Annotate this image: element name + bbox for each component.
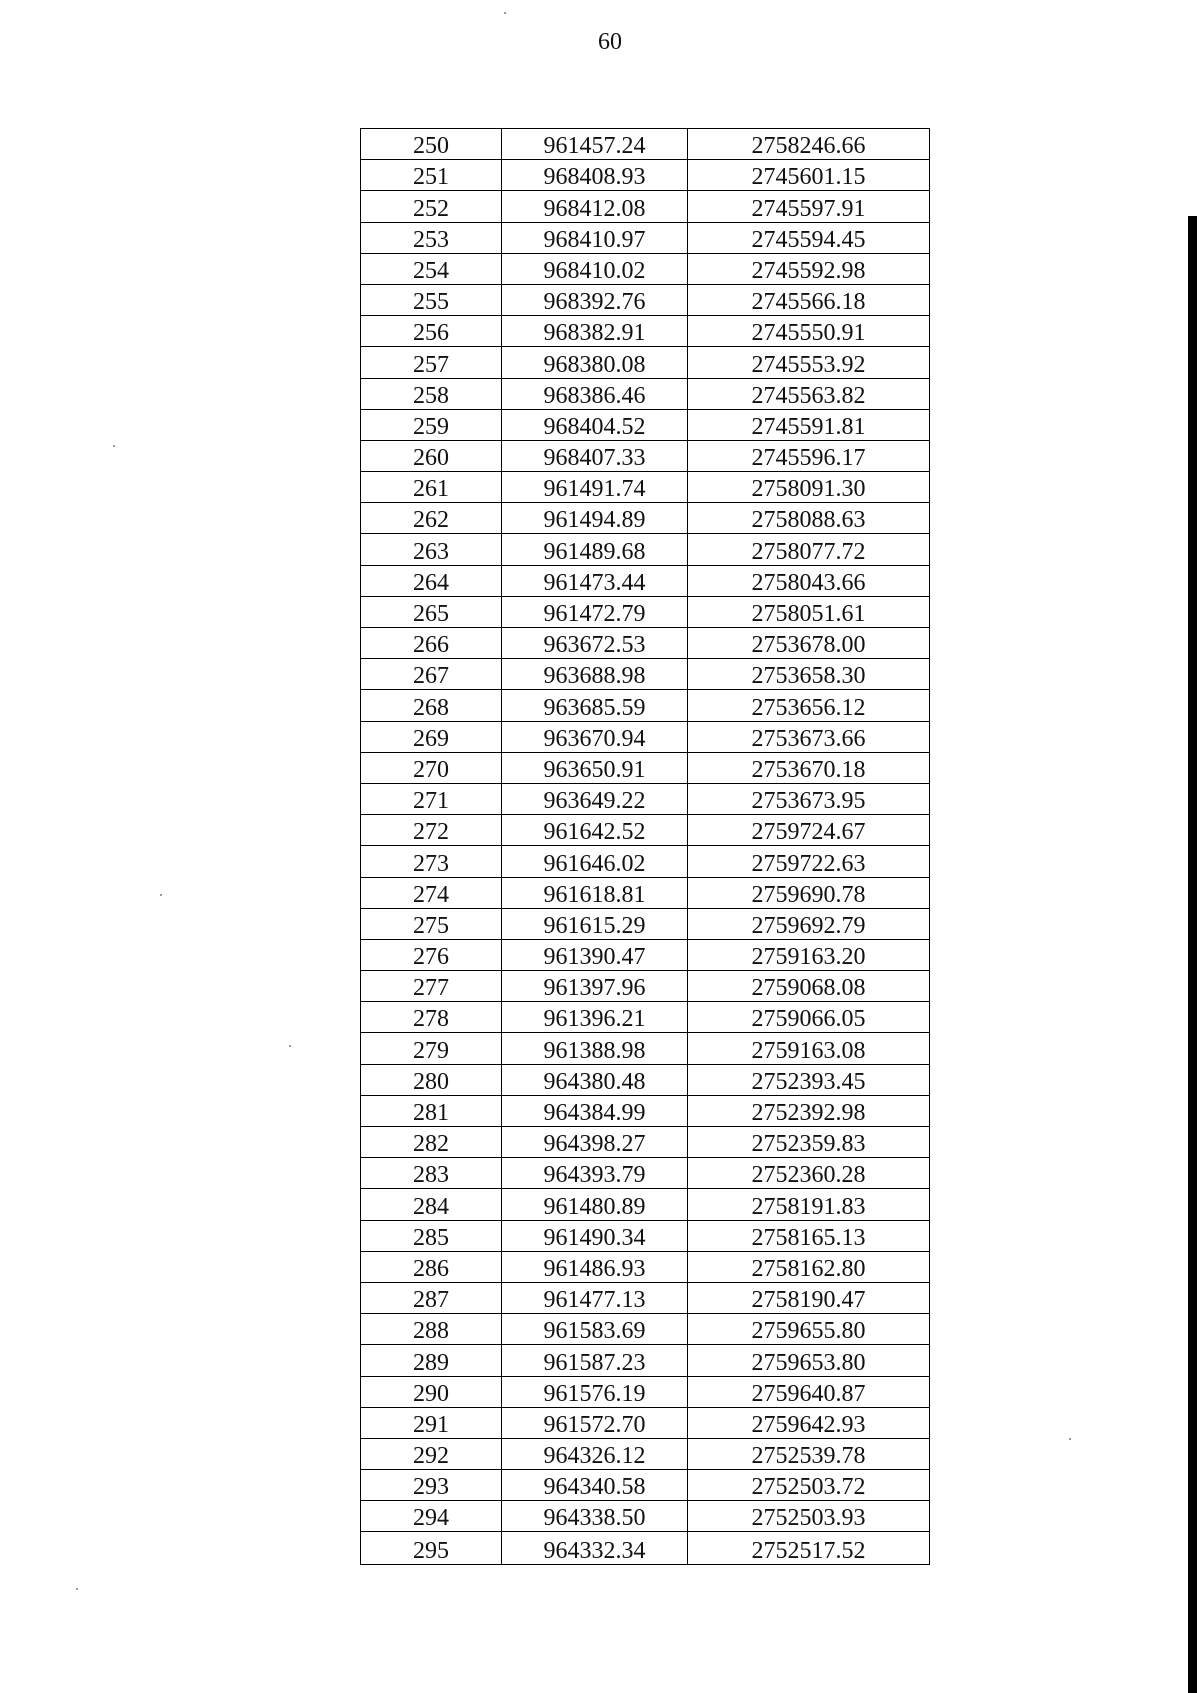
- scan-edge-bar: [1188, 216, 1197, 1693]
- x-coordinate-cell: 961618.81: [502, 878, 688, 908]
- row-number-cell: 286: [361, 1252, 502, 1282]
- table-row: [361, 1096, 929, 1127]
- x-coordinate-cell: 961646.02: [502, 846, 688, 876]
- row-number-cell: 271: [361, 784, 502, 814]
- row-number-cell: 268: [361, 690, 502, 720]
- table-row: [361, 1002, 929, 1033]
- y-coordinate-cell: 2759163.20: [751, 944, 866, 971]
- x-coordinate-cell: 964340.58: [502, 1470, 688, 1500]
- y-coordinate-cell: 2745592.98: [751, 257, 866, 284]
- x-coordinate-cell: 961388.98: [502, 1033, 688, 1063]
- row-number-cell: 280: [361, 1065, 502, 1095]
- row-number-cell: 288: [361, 1314, 502, 1344]
- y-coordinate-cell: 2752517.52: [751, 1537, 866, 1564]
- y-coordinate-cell: 2758165.13: [751, 1224, 866, 1251]
- scan-speck: [160, 894, 162, 896]
- table-row: [361, 1345, 929, 1376]
- x-coordinate-cell: 963670.94: [502, 722, 688, 752]
- row-number-cell: 284: [361, 1189, 502, 1219]
- y-coordinate-cell: 2759692.79: [751, 912, 866, 939]
- x-coordinate-cell: 961457.24: [502, 129, 688, 159]
- table-row: [361, 1439, 929, 1470]
- row-number-cell: 253: [361, 223, 502, 253]
- row-number-cell: 269: [361, 722, 502, 752]
- x-coordinate-cell: 968386.46: [502, 379, 688, 409]
- x-coordinate-cell: 961615.29: [502, 909, 688, 939]
- row-number-cell: 283: [361, 1158, 502, 1188]
- x-coordinate-cell: 961587.23: [502, 1345, 688, 1375]
- row-number-cell: 281: [361, 1096, 502, 1126]
- row-number-cell: 259: [361, 410, 502, 440]
- row-number-cell: 282: [361, 1127, 502, 1157]
- x-coordinate-cell: 961489.68: [502, 534, 688, 564]
- row-number-cell: 292: [361, 1439, 502, 1469]
- y-coordinate-cell: 2758162.80: [751, 1255, 866, 1282]
- x-coordinate-cell: 968412.08: [502, 191, 688, 221]
- row-number-cell: 254: [361, 254, 502, 284]
- row-number-cell: 267: [361, 659, 502, 689]
- y-coordinate-cell: 2759724.67: [751, 819, 866, 846]
- row-number-cell: 262: [361, 503, 502, 533]
- y-coordinate-cell: 2759690.78: [751, 881, 866, 908]
- row-number-cell: 287: [361, 1283, 502, 1313]
- x-coordinate-cell: 964393.79: [502, 1158, 688, 1188]
- row-number-cell: 255: [361, 285, 502, 315]
- table-row: [361, 160, 929, 191]
- y-coordinate-cell: 2753673.66: [751, 725, 866, 752]
- y-coordinate-cell: 2753673.95: [751, 788, 866, 815]
- y-coordinate-cell: 2745596.17: [751, 445, 866, 472]
- table-row: [361, 1189, 929, 1220]
- y-coordinate-cell: 2753678.00: [751, 632, 866, 659]
- table-row: [361, 1314, 929, 1345]
- y-coordinate-cell: 2758088.63: [751, 507, 866, 534]
- row-number-cell: 250: [361, 129, 502, 159]
- scan-speck: [1069, 1438, 1071, 1440]
- table-row: [361, 846, 929, 877]
- y-coordinate-cell: 2752539.78: [751, 1443, 866, 1470]
- table-row: [361, 1065, 929, 1096]
- row-number-cell: 273: [361, 846, 502, 876]
- y-coordinate-cell: 2745566.18: [751, 289, 866, 316]
- y-coordinate-cell: 2758077.72: [751, 538, 866, 565]
- x-coordinate-cell: 961572.70: [502, 1408, 688, 1438]
- row-number-cell: 275: [361, 909, 502, 939]
- table-row: [361, 191, 929, 222]
- x-coordinate-cell: 963649.22: [502, 784, 688, 814]
- y-coordinate-cell: 2753658.30: [751, 663, 866, 690]
- table-row: [361, 1252, 929, 1283]
- row-number-cell: 256: [361, 316, 502, 346]
- table-row: [361, 534, 929, 565]
- page-number: 60: [598, 29, 622, 55]
- y-coordinate-cell: 2758051.61: [751, 601, 866, 627]
- table-row: [361, 940, 929, 971]
- y-coordinate-cell: 2752503.72: [751, 1474, 866, 1501]
- table-row: [361, 1408, 929, 1439]
- row-number-cell: 261: [361, 472, 502, 502]
- table-row: [361, 909, 929, 940]
- table-row: [361, 129, 929, 160]
- x-coordinate-cell: 961390.47: [502, 940, 688, 970]
- row-number-cell: 293: [361, 1470, 502, 1500]
- x-coordinate-cell: 961494.89: [502, 503, 688, 533]
- table-row: [361, 1033, 929, 1064]
- table-row: [361, 503, 929, 534]
- table-row: [361, 472, 929, 503]
- row-number-cell: 251: [361, 160, 502, 190]
- table-row: [361, 285, 929, 316]
- scan-speck: [113, 445, 115, 447]
- row-number-cell: 257: [361, 347, 502, 377]
- row-number-cell: 263: [361, 534, 502, 564]
- row-number-cell: 252: [361, 191, 502, 221]
- y-coordinate-cell: 2745597.91: [751, 195, 866, 222]
- x-coordinate-cell: 961642.52: [502, 815, 688, 845]
- x-coordinate-cell: 963688.98: [502, 659, 688, 689]
- y-coordinate-cell: 2759722.63: [751, 850, 866, 877]
- row-number-cell: 279: [361, 1033, 502, 1063]
- y-coordinate-cell: 2758191.83: [751, 1193, 866, 1220]
- row-number-cell: 260: [361, 441, 502, 471]
- y-coordinate-cell: 2753670.18: [751, 756, 866, 783]
- y-coordinate-cell: 2745601.15: [751, 164, 866, 191]
- x-coordinate-cell: 964398.27: [502, 1127, 688, 1157]
- row-number-cell: 276: [361, 940, 502, 970]
- x-coordinate-cell: 964338.50: [502, 1501, 688, 1531]
- table-row: [361, 379, 929, 410]
- x-coordinate-cell: 961480.89: [502, 1189, 688, 1219]
- x-coordinate-cell: 968404.52: [502, 410, 688, 440]
- x-coordinate-cell: 961490.34: [502, 1221, 688, 1251]
- x-coordinate-cell: 961396.21: [502, 1002, 688, 1032]
- row-number-cell: 290: [361, 1377, 502, 1407]
- row-number-cell: 277: [361, 971, 502, 1001]
- x-coordinate-cell: 964332.34: [502, 1532, 688, 1563]
- y-coordinate-cell: 2745594.45: [751, 226, 866, 253]
- y-coordinate-cell: 2753656.12: [751, 694, 866, 721]
- table-row: [361, 1158, 929, 1189]
- table-row: [361, 722, 929, 753]
- x-coordinate-cell: 963650.91: [502, 753, 688, 783]
- y-coordinate-cell: 2745553.92: [751, 351, 866, 378]
- y-coordinate-cell: 2745563.82: [751, 382, 866, 409]
- row-number-cell: 265: [361, 597, 502, 627]
- row-number-cell: 270: [361, 753, 502, 783]
- row-number-cell: 274: [361, 878, 502, 908]
- x-coordinate-cell: 961397.96: [502, 971, 688, 1001]
- x-coordinate-cell: 968392.76: [502, 285, 688, 315]
- y-coordinate-cell: 2758246.66: [751, 133, 866, 160]
- x-coordinate-cell: 963672.53: [502, 628, 688, 658]
- table-row: [361, 1127, 929, 1158]
- table-row: [361, 1470, 929, 1501]
- table-row: [361, 971, 929, 1002]
- table-row: [361, 223, 929, 254]
- x-coordinate-cell: 968408.93: [502, 160, 688, 190]
- table-row: [361, 254, 929, 285]
- table-row: [361, 878, 929, 909]
- table-row: [361, 1221, 929, 1252]
- table-row: [361, 316, 929, 347]
- row-number-cell: 285: [361, 1221, 502, 1251]
- x-coordinate-cell: 968407.33: [502, 441, 688, 471]
- x-coordinate-cell: 961491.74: [502, 472, 688, 502]
- y-coordinate-cell: 2752359.83: [751, 1131, 866, 1158]
- y-coordinate-cell: 2758091.30: [751, 476, 866, 503]
- x-coordinate-cell: 968410.97: [502, 223, 688, 253]
- table-row: [361, 410, 929, 441]
- y-coordinate-cell: 2759655.80: [751, 1318, 866, 1345]
- x-coordinate-cell: 961472.79: [502, 597, 688, 627]
- y-coordinate-cell: 2752360.28: [751, 1162, 866, 1189]
- y-coordinate-cell: 2745591.81: [751, 413, 866, 440]
- x-coordinate-cell: 961583.69: [502, 1314, 688, 1344]
- y-coordinate-cell: 2759163.08: [751, 1037, 866, 1064]
- table-row: [361, 815, 929, 846]
- table-row: [361, 1377, 929, 1408]
- table-row: [361, 597, 929, 628]
- y-coordinate-cell: 2759640.87: [751, 1380, 866, 1407]
- y-coordinate-cell: 2752392.98: [751, 1100, 866, 1126]
- row-number-cell: 272: [361, 815, 502, 845]
- x-coordinate-cell: 968380.08: [502, 347, 688, 377]
- row-number-cell: 264: [361, 566, 502, 596]
- row-number-cell: 291: [361, 1408, 502, 1438]
- y-coordinate-cell: 2758190.47: [751, 1287, 866, 1314]
- row-number-cell: 294: [361, 1501, 502, 1531]
- y-coordinate-cell: 2759653.80: [751, 1349, 866, 1376]
- x-coordinate-cell: 961473.44: [502, 566, 688, 596]
- x-coordinate-cell: 964384.99: [502, 1096, 688, 1126]
- x-coordinate-cell: 968382.91: [502, 316, 688, 346]
- table-row: [361, 753, 929, 784]
- scan-speck: [504, 12, 506, 14]
- y-coordinate-cell: 2752393.45: [751, 1068, 866, 1095]
- x-coordinate-cell: 961576.19: [502, 1377, 688, 1407]
- scan-speck: [289, 1045, 291, 1047]
- table-row: [361, 628, 929, 659]
- table-row: [361, 1501, 929, 1532]
- y-coordinate-cell: 2745550.91: [751, 320, 866, 347]
- table-row: [361, 347, 929, 378]
- y-coordinate-cell: 2759642.93: [751, 1411, 866, 1438]
- x-coordinate-cell: 968410.02: [502, 254, 688, 284]
- x-coordinate-cell: 961477.13: [502, 1283, 688, 1313]
- table-row: [361, 690, 929, 721]
- x-coordinate-cell: 964326.12: [502, 1439, 688, 1469]
- y-coordinate-cell: 2758043.66: [751, 569, 866, 596]
- scan-speck: [76, 1588, 78, 1590]
- y-coordinate-cell: 2759066.05: [751, 1006, 866, 1033]
- table-row: [361, 566, 929, 597]
- row-number-cell: 278: [361, 1002, 502, 1032]
- table-row: [361, 659, 929, 690]
- row-number-cell: 295: [361, 1532, 502, 1563]
- y-coordinate-cell: 2759068.08: [751, 975, 866, 1002]
- table-row: [361, 441, 929, 472]
- row-number-cell: 289: [361, 1345, 502, 1375]
- coordinate-table: [360, 128, 930, 1565]
- y-coordinate-cell: 2752503.93: [751, 1505, 866, 1532]
- x-coordinate-cell: 964380.48: [502, 1065, 688, 1095]
- row-number-cell: 258: [361, 379, 502, 409]
- table-row: [361, 1283, 929, 1314]
- row-number-cell: 266: [361, 628, 502, 658]
- table-row: [361, 784, 929, 815]
- table-row: [361, 1532, 929, 1563]
- x-coordinate-cell: 963685.59: [502, 690, 688, 720]
- x-coordinate-cell: 961486.93: [502, 1252, 688, 1282]
